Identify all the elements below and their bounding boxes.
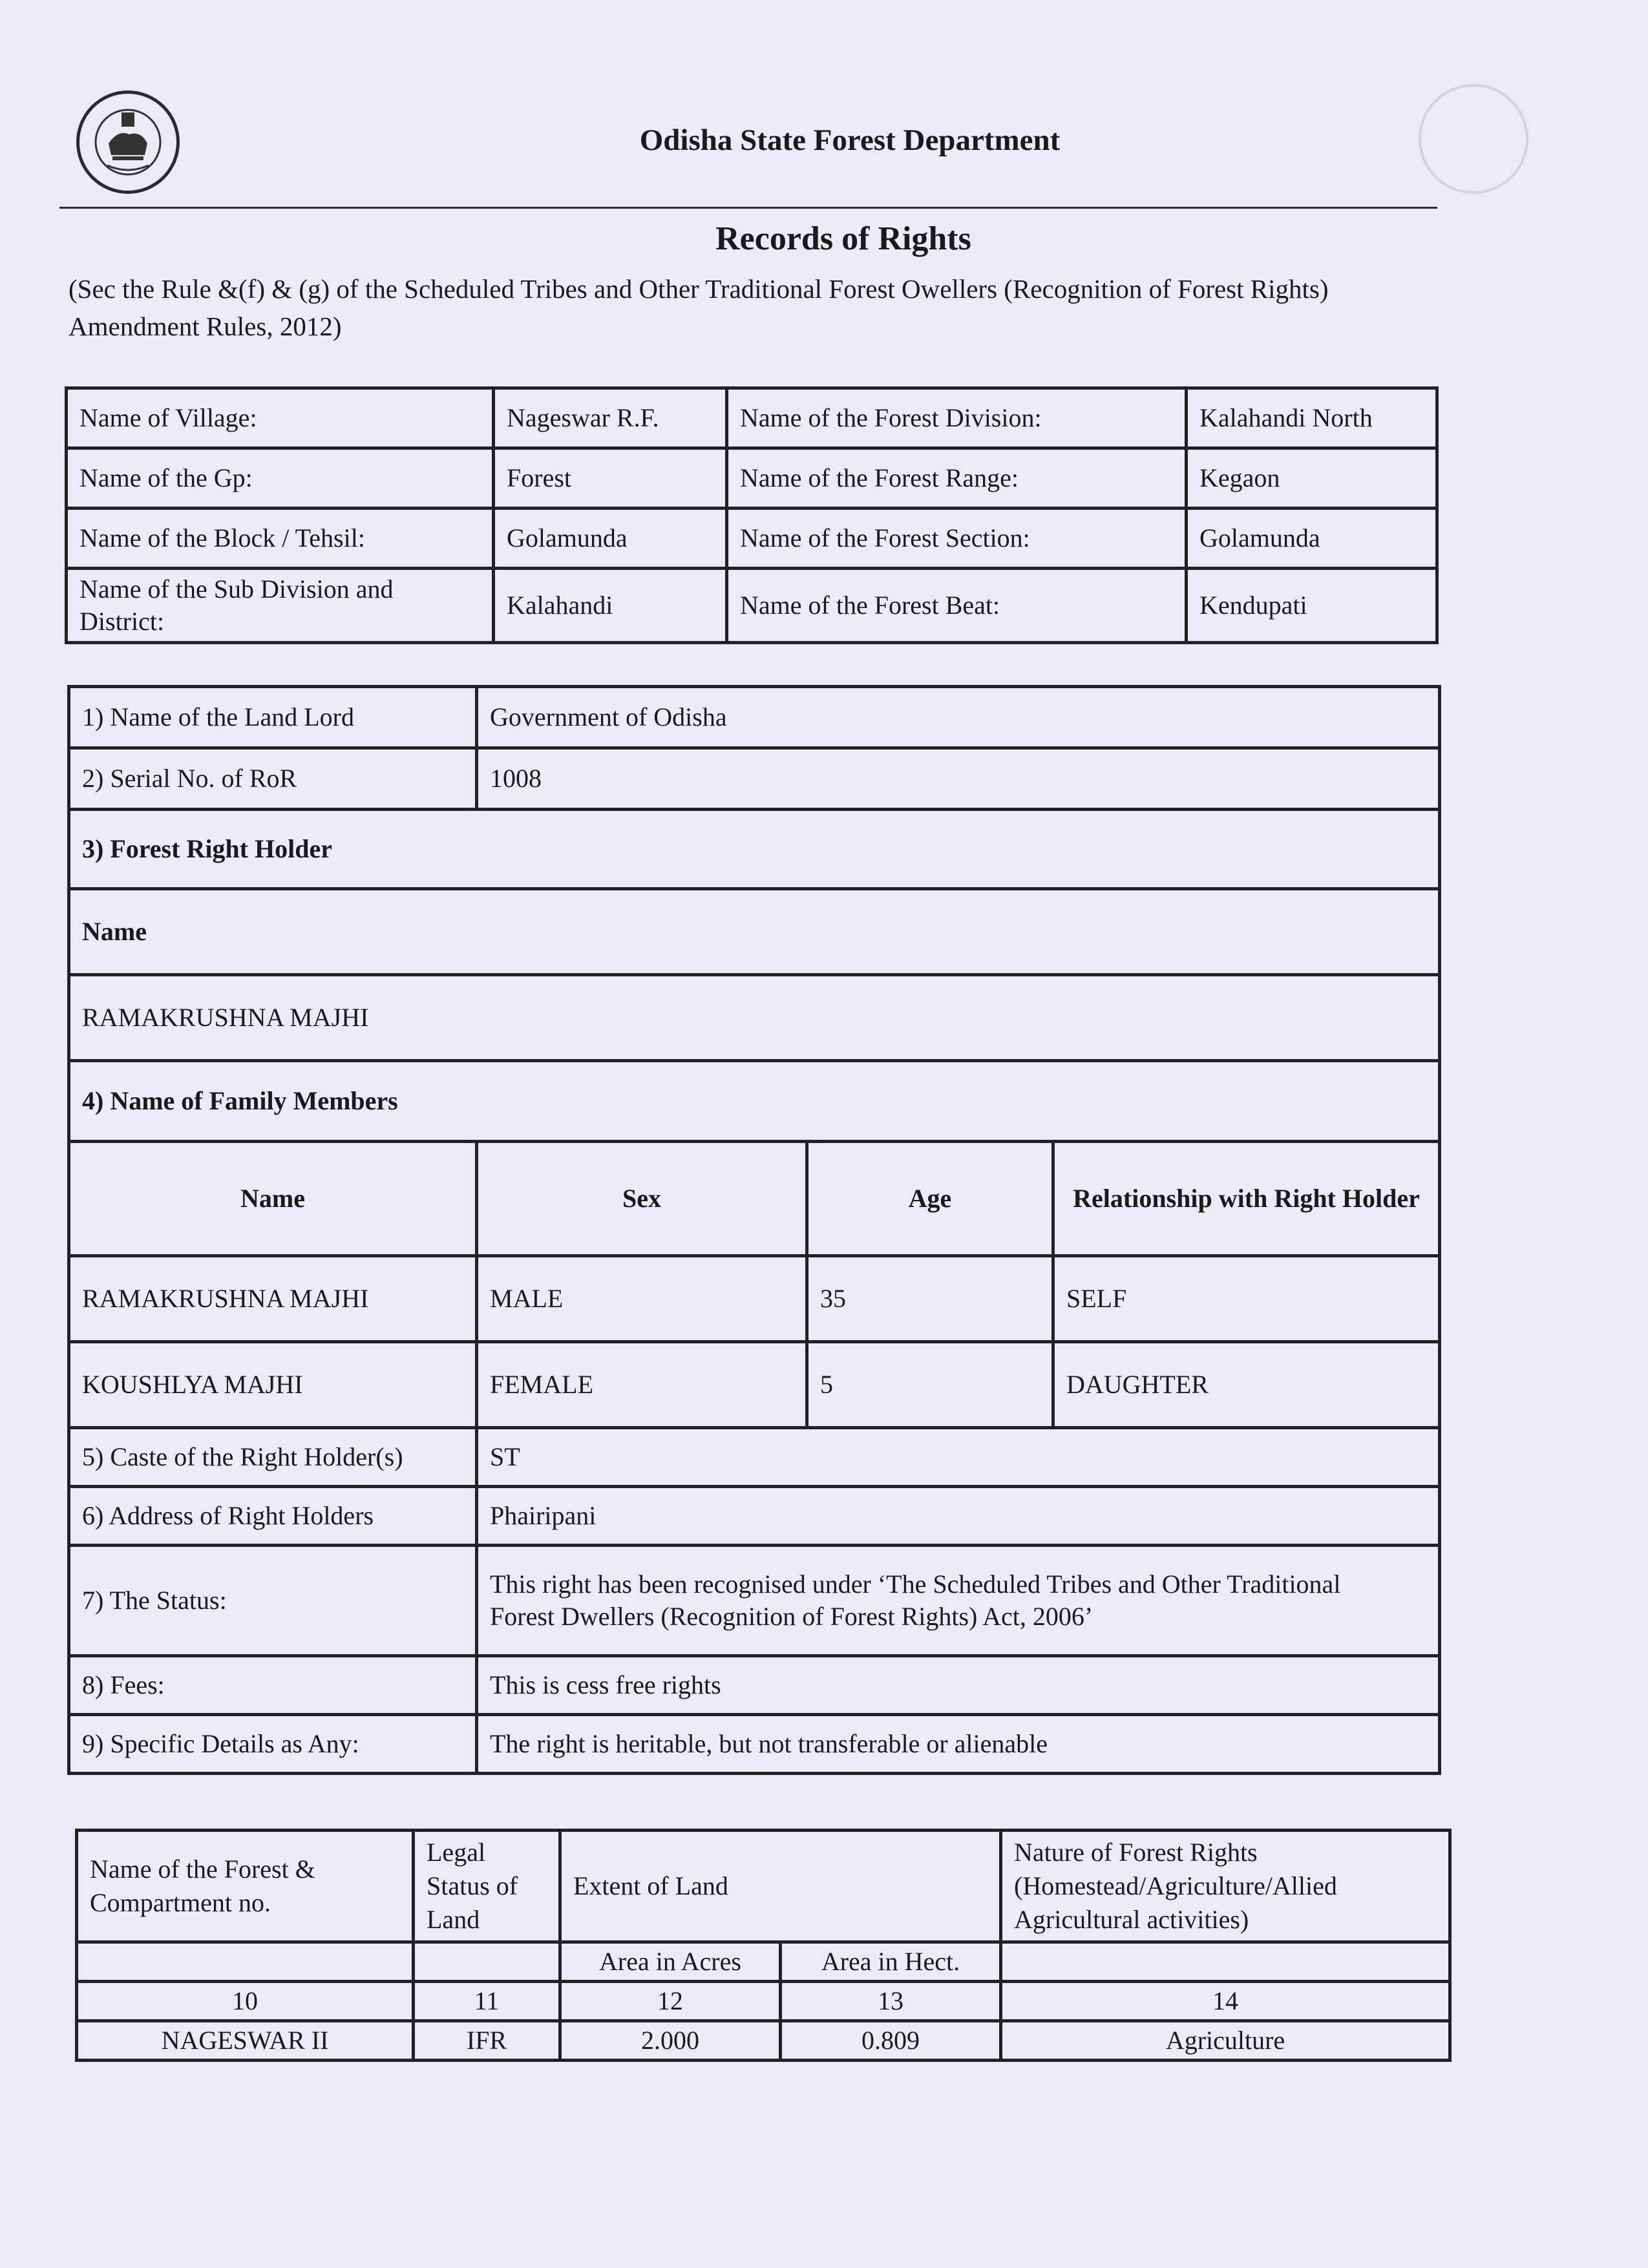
serial-label: 2) Serial No. of RoR bbox=[69, 748, 477, 810]
column-number: 14 bbox=[1001, 1982, 1450, 2021]
family-relation: DAUGHTER bbox=[1053, 1342, 1440, 1428]
serial-value: 1008 bbox=[477, 748, 1440, 810]
document-title: Records of Rights bbox=[715, 220, 971, 257]
section-label: Name of the Forest Section: bbox=[727, 509, 1187, 569]
column-number: 11 bbox=[414, 1982, 560, 2021]
block-label: Name of the Block / Tehsil: bbox=[67, 509, 494, 569]
column-number: 10 bbox=[77, 1982, 414, 2021]
col-extent-of-land: Extent of Land bbox=[560, 1831, 1001, 1942]
division-value: Kalahandi North bbox=[1187, 388, 1437, 448]
family-name: RAMAKRUSHNA MAJHI bbox=[69, 1256, 477, 1342]
table-row bbox=[69, 975, 1440, 1061]
status-label: 7) The Status: bbox=[69, 1546, 477, 1656]
village-value: Nageswar R.F. bbox=[494, 388, 727, 448]
subdivision-value: Kalahandi bbox=[494, 569, 727, 643]
table-row bbox=[67, 569, 1437, 643]
village-label: Name of Village: bbox=[67, 388, 494, 448]
table-row bbox=[69, 1715, 1440, 1774]
col-forest-compartment: Name of the Forest & Compartment no. bbox=[77, 1831, 414, 1942]
table-row bbox=[69, 889, 1440, 975]
status-line: Forest Dwellers (Recognition of Forest Rights) Act, 2006’ bbox=[490, 1602, 1093, 1631]
sub-area-acres: Area in Acres bbox=[560, 1942, 781, 1982]
table-row bbox=[69, 1546, 1440, 1656]
table-row bbox=[67, 509, 1437, 569]
family-age: 5 bbox=[807, 1342, 1053, 1428]
column-number: 13 bbox=[781, 1982, 1001, 2021]
caste-value: ST bbox=[477, 1428, 1440, 1487]
family-col-sex: Sex bbox=[477, 1142, 807, 1256]
column-number: 12 bbox=[560, 1982, 781, 2021]
land-legal-status: IFR bbox=[414, 2021, 560, 2061]
department-title: Odisha State Forest Department bbox=[639, 123, 1061, 157]
rules-subtitle: (Sec the Rule &(f) & (g) of the Scheduled Tribes and Other Traditional Forest Owellers (Recognition of Forest Rights) Amendment Rules, 2012) bbox=[69, 274, 1329, 341]
subdivision-label: Name of the Sub Division and District: bbox=[67, 569, 494, 643]
beat-label: Name of the Forest Beat: bbox=[727, 569, 1187, 643]
fees-value: This is cess free rights bbox=[477, 1656, 1440, 1715]
empty-cell bbox=[1001, 1942, 1450, 1982]
col-nature-of-rights: Nature of Forest Rights (Homestead/Agriculture/Allied Agricultural activities) bbox=[1001, 1831, 1450, 1942]
fees-label: 8) Fees: bbox=[69, 1656, 477, 1715]
holder-name: RAMAKRUSHNA MAJHI bbox=[69, 975, 1440, 1061]
table-row bbox=[69, 1487, 1440, 1546]
landlord-label: 1) Name of the Land Lord bbox=[69, 687, 477, 748]
section-value: Golamunda bbox=[1187, 509, 1437, 569]
family-name: KOUSHLYA MAJHI bbox=[69, 1342, 477, 1428]
col-legal-status: Legal Status of Land bbox=[414, 1831, 560, 1942]
status-line: This right has been recognised under ‘The Scheduled Tribes and Other Traditional bbox=[490, 1570, 1341, 1599]
family-heading: 4) Name of Family Members bbox=[69, 1061, 1440, 1142]
land-area-hect: 0.809 bbox=[781, 2021, 1001, 2061]
family-sex: FEMALE bbox=[477, 1342, 807, 1428]
table-row bbox=[77, 2021, 1450, 2061]
holder-heading: 3) Forest Right Holder bbox=[69, 810, 1440, 889]
table-row bbox=[77, 1942, 1450, 1982]
table-row bbox=[77, 1831, 1450, 1942]
beat-value: Kendupati bbox=[1187, 569, 1437, 643]
name-heading: Name bbox=[69, 889, 1440, 975]
table-row bbox=[67, 448, 1437, 509]
table-row bbox=[69, 748, 1440, 810]
table-row bbox=[69, 810, 1440, 889]
table-row bbox=[69, 1142, 1440, 1256]
table-row bbox=[69, 687, 1440, 748]
details-label: 9) Specific Details as Any: bbox=[69, 1715, 477, 1774]
empty-cell bbox=[77, 1942, 414, 1982]
family-sex: MALE bbox=[477, 1256, 807, 1342]
empty-cell bbox=[414, 1942, 560, 1982]
family-col-age: Age bbox=[807, 1142, 1053, 1256]
land-area-acres: 2.000 bbox=[560, 2021, 781, 2061]
header-divider bbox=[59, 207, 1437, 209]
land-forest-name: NAGESWAR II bbox=[77, 2021, 414, 2061]
land-nature-of-rights: Agriculture bbox=[1001, 2021, 1450, 2061]
gp-label: Name of the Gp: bbox=[67, 448, 494, 509]
caste-label: 5) Caste of the Right Holder(s) bbox=[69, 1428, 477, 1487]
range-value: Kegaon bbox=[1187, 448, 1437, 509]
family-col-relationship: Relationship with Right Holder bbox=[1053, 1142, 1440, 1256]
landlord-value: Government of Odisha bbox=[477, 687, 1440, 748]
address-value: Phairipani bbox=[477, 1487, 1440, 1546]
table-row bbox=[67, 388, 1437, 448]
family-relation: SELF bbox=[1053, 1256, 1440, 1342]
table-row bbox=[77, 1982, 1450, 2021]
table-row bbox=[69, 1656, 1440, 1715]
details-value: The right is heritable, but not transferable or alienable bbox=[477, 1715, 1440, 1774]
address-label: 6) Address of Right Holders bbox=[69, 1487, 477, 1546]
division-label: Name of the Forest Division: bbox=[727, 388, 1187, 448]
record-table bbox=[67, 685, 1441, 1775]
status-value bbox=[477, 1546, 1440, 1656]
table-row bbox=[69, 1256, 1440, 1342]
block-value: Golamunda bbox=[494, 509, 727, 569]
sub-area-hect: Area in Hect. bbox=[781, 1942, 1001, 1982]
range-label: Name of the Forest Range: bbox=[727, 448, 1187, 509]
table-row bbox=[69, 1428, 1440, 1487]
table-row bbox=[69, 1342, 1440, 1428]
family-age: 35 bbox=[807, 1256, 1053, 1342]
table-row bbox=[69, 1061, 1440, 1142]
family-col-name: Name bbox=[69, 1142, 477, 1256]
location-table bbox=[65, 386, 1439, 644]
gp-value: Forest bbox=[494, 448, 727, 509]
land-table bbox=[75, 1829, 1452, 2062]
